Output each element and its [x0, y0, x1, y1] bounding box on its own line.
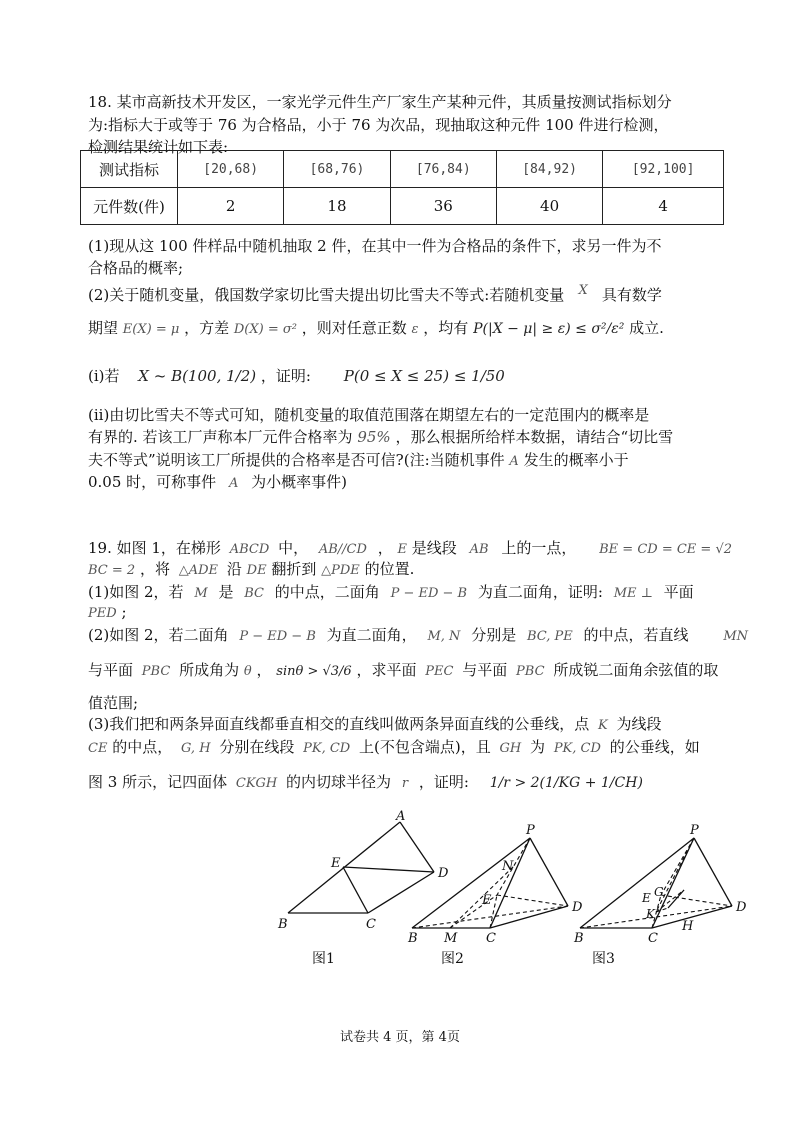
math: D(X) = σ² — [233, 322, 297, 337]
point-label: A — [396, 810, 406, 824]
table-cell: 4 — [603, 188, 724, 225]
text: ，证明: — [260, 367, 311, 385]
text: ， — [377, 539, 393, 557]
q18-part-i — [88, 366, 505, 386]
point-label: D — [736, 900, 747, 915]
text: 期望 — [88, 319, 119, 337]
table-cell: 40 — [496, 188, 602, 225]
table-cell: 36 — [390, 188, 496, 225]
math: △PDE — [321, 563, 360, 578]
text: 的公垂线，如 — [609, 738, 700, 756]
math: PK, CD — [303, 741, 351, 756]
q18-part-ii-line-1: (ii)由切比雪夫不等式可知，随机变量的取值范围落在期望左右的一定范围内的概率是 — [88, 406, 650, 424]
math: P(0 ≤ X ≤ 25) ≤ 1/50 — [343, 367, 505, 385]
text: 中， — [278, 539, 309, 557]
text: 的中点，二面角 — [274, 583, 380, 601]
table-cell: [84,92) — [496, 151, 602, 188]
text: ， — [256, 661, 272, 679]
page-footer: 试卷共 4 页，第 4页 — [340, 1030, 460, 1045]
point-label: E — [482, 893, 492, 908]
text: 0.05 时，可称事件 — [88, 473, 217, 491]
point-label: E — [331, 856, 341, 871]
math: M — [194, 586, 208, 601]
math: A — [509, 454, 519, 469]
text: 是 — [218, 583, 234, 601]
text: ，均有 — [423, 319, 469, 337]
q19-part2-line-3: 值范围; — [88, 694, 139, 712]
text: (2)如图 2，若二面角 — [88, 626, 229, 644]
math: A — [228, 476, 239, 491]
math: P(|X − μ| ≥ ε) ≤ σ²/ε² — [473, 321, 625, 337]
math: PK, CD — [553, 741, 601, 756]
math: P − ED − B — [390, 586, 468, 601]
table-cell: [20,68) — [178, 151, 284, 188]
text: ，那么根据所给样本数据，请结合“切比雪 — [395, 428, 674, 446]
q19-line-2 — [88, 559, 414, 581]
text: ，方差 — [184, 319, 230, 337]
q18-table — [80, 150, 724, 225]
point-label: B — [278, 917, 288, 932]
q18-line-1: 18. 某市高新技术开发区，一家光学元件生产厂家生产某种元件，其质量按测试指标划分 — [88, 93, 672, 111]
text: ; — [121, 603, 127, 621]
math: CE — [88, 741, 108, 756]
math: G, H — [181, 741, 211, 756]
q19-line-1 — [88, 538, 732, 560]
text: 19. 如图 1，在梯形 — [88, 539, 221, 557]
q19-part2-line-2 — [88, 660, 718, 682]
text: 平面 — [663, 583, 694, 601]
math: PEC — [425, 664, 454, 679]
text: ，证明: — [418, 773, 469, 791]
q18-part2-line-1 — [88, 281, 662, 305]
table-row — [81, 188, 724, 225]
q18-part1-line-2: 合格品的概率; — [88, 259, 184, 277]
q18-line-3: 检测结果统计如下表: — [88, 138, 229, 156]
text: 是线段 — [411, 539, 457, 557]
text: 为直二面角，证明: — [477, 583, 603, 601]
text: 夫不等式”说明该工厂所提供的合格率是否可信?(注:当随机事件 — [88, 451, 505, 469]
table-cell: [92,100] — [603, 151, 724, 188]
math: PED — [88, 606, 117, 621]
text: (3)我们把和两条异面直线都垂直相交的直线叫做两条异面直线的公垂线，点 — [88, 715, 590, 733]
math: BC, PE — [526, 629, 573, 644]
q18-part-ii-line-4 — [88, 472, 347, 494]
math: AB — [469, 542, 489, 557]
math: MN — [723, 629, 749, 644]
table-cell: 18 — [284, 188, 390, 225]
point-label: E — [642, 891, 651, 905]
q19-part3-line-1 — [88, 714, 662, 736]
table-cell: [68,76) — [284, 151, 390, 188]
q19-part1-cont — [88, 602, 127, 624]
math: θ — [243, 664, 252, 679]
table-cell: [76,84) — [390, 151, 496, 188]
text: 为直二面角， — [326, 626, 417, 644]
math: BC = 2 — [88, 563, 136, 578]
text: 图 3 所示，记四面体 — [88, 773, 228, 791]
point-label: G — [654, 885, 664, 899]
math: ABCD — [229, 542, 270, 557]
math: BE = CD = CE = √2 — [599, 542, 733, 557]
text: 分别是 — [471, 626, 517, 644]
table-header-cell: 测试指标 — [81, 151, 178, 188]
point-label: D — [438, 866, 449, 881]
math: AB//CD — [318, 542, 367, 557]
point-label: B — [408, 931, 418, 945]
math: 95% — [357, 428, 391, 446]
math: PBC — [516, 664, 545, 679]
text: 为小概率事件) — [251, 473, 347, 491]
text: 具有数学 — [601, 286, 662, 304]
math: △ADE — [178, 563, 219, 578]
text: 所成锐二面角余弦值的取 — [553, 661, 719, 679]
math: ε — [411, 322, 419, 337]
figure-3-caption: 图3 — [592, 951, 615, 967]
math: r — [401, 776, 409, 791]
q19-part2-line-1 — [88, 625, 748, 647]
text: (1)如图 2，若 — [88, 583, 184, 601]
figure-2-caption: 图2 — [441, 951, 464, 967]
text: 成立. — [629, 319, 664, 337]
text: 分别在线段 — [219, 738, 295, 756]
math: X — [578, 283, 588, 298]
math: 1/r > 2(1/KG + 1/CH) — [489, 775, 643, 791]
text: 有界的. 若该工厂声称本厂元件合格率为 — [88, 428, 353, 446]
q19-part3-line-3 — [88, 772, 643, 794]
math: P − ED − B — [239, 629, 316, 644]
q18-part-ii-line-2 — [88, 427, 673, 447]
text: 沿 — [226, 560, 242, 578]
text: 所成角为 — [179, 661, 240, 679]
text: 的位置. — [364, 560, 415, 578]
q18-part-ii-line-3 — [88, 450, 629, 472]
math: CKGH — [235, 776, 278, 791]
text: 为线段 — [616, 715, 662, 733]
point-label: D — [572, 900, 583, 915]
point-label: P — [526, 823, 535, 838]
text: 上(不包含端点)，且 — [359, 738, 491, 756]
math: GH — [499, 741, 522, 756]
point-label: N — [502, 859, 514, 874]
point-label: P — [690, 823, 699, 838]
text: ，将 — [139, 560, 170, 578]
math: PBC — [141, 664, 171, 679]
figure-1-caption: 图1 — [312, 951, 335, 967]
figure-3 — [566, 810, 756, 945]
table-header-cell: 元件数(件) — [81, 188, 178, 225]
table-row — [81, 151, 724, 188]
text: 与平面 — [462, 661, 508, 679]
text: 为 — [530, 738, 546, 756]
figure-2-lines — [412, 838, 568, 928]
math: BC — [244, 586, 264, 601]
math: DE — [246, 563, 267, 578]
text: (i)若 — [88, 367, 120, 385]
text: 翻折到 — [271, 560, 317, 578]
point-label: B — [574, 931, 584, 945]
text: 上的一点， — [501, 539, 577, 557]
q18-line-2: 为:指标大于或等于 76 为合格品，小于 76 为次品，现抽取这种元件 100 件进行检测， — [88, 116, 669, 134]
q19-part3-line-2 — [88, 737, 700, 759]
text: 与平面 — [88, 661, 134, 679]
q18-part2-line-2 — [88, 318, 664, 340]
point-label: C — [486, 931, 496, 945]
point-label: C — [366, 917, 376, 932]
math: E — [397, 542, 408, 557]
math: sinθ > √3/6 — [276, 664, 352, 679]
text: 的内切球半径为 — [286, 773, 392, 791]
math: E(X) = μ — [122, 322, 180, 337]
text: (2)关于随机变量，俄国数学家切比雪夫提出切比雪夫不等式:若随机变量 — [88, 286, 565, 304]
text: 的中点，若直线 — [583, 626, 689, 644]
math: M, N — [427, 629, 461, 644]
point-label: M — [444, 931, 458, 945]
text: ，则对任意正数 — [301, 319, 407, 337]
q18-part1-line-1: (1)现从这 100 件样品中随机抽取 2 件，在其中一件为合格品的条件下，求另一件为不 — [88, 237, 662, 255]
math: X ~ B(100, 1/2) — [138, 367, 257, 385]
point-label: C — [648, 931, 658, 945]
math: ME ⊥ — [613, 586, 653, 601]
text: 发生的概率小于 — [523, 451, 629, 469]
table-cell: 2 — [178, 188, 284, 225]
point-label: H — [682, 919, 694, 934]
q19-part1 — [88, 582, 694, 604]
point-label: K — [646, 907, 655, 921]
math: K — [598, 718, 608, 733]
text: ，求平面 — [356, 661, 417, 679]
text: 的中点， — [112, 738, 173, 756]
